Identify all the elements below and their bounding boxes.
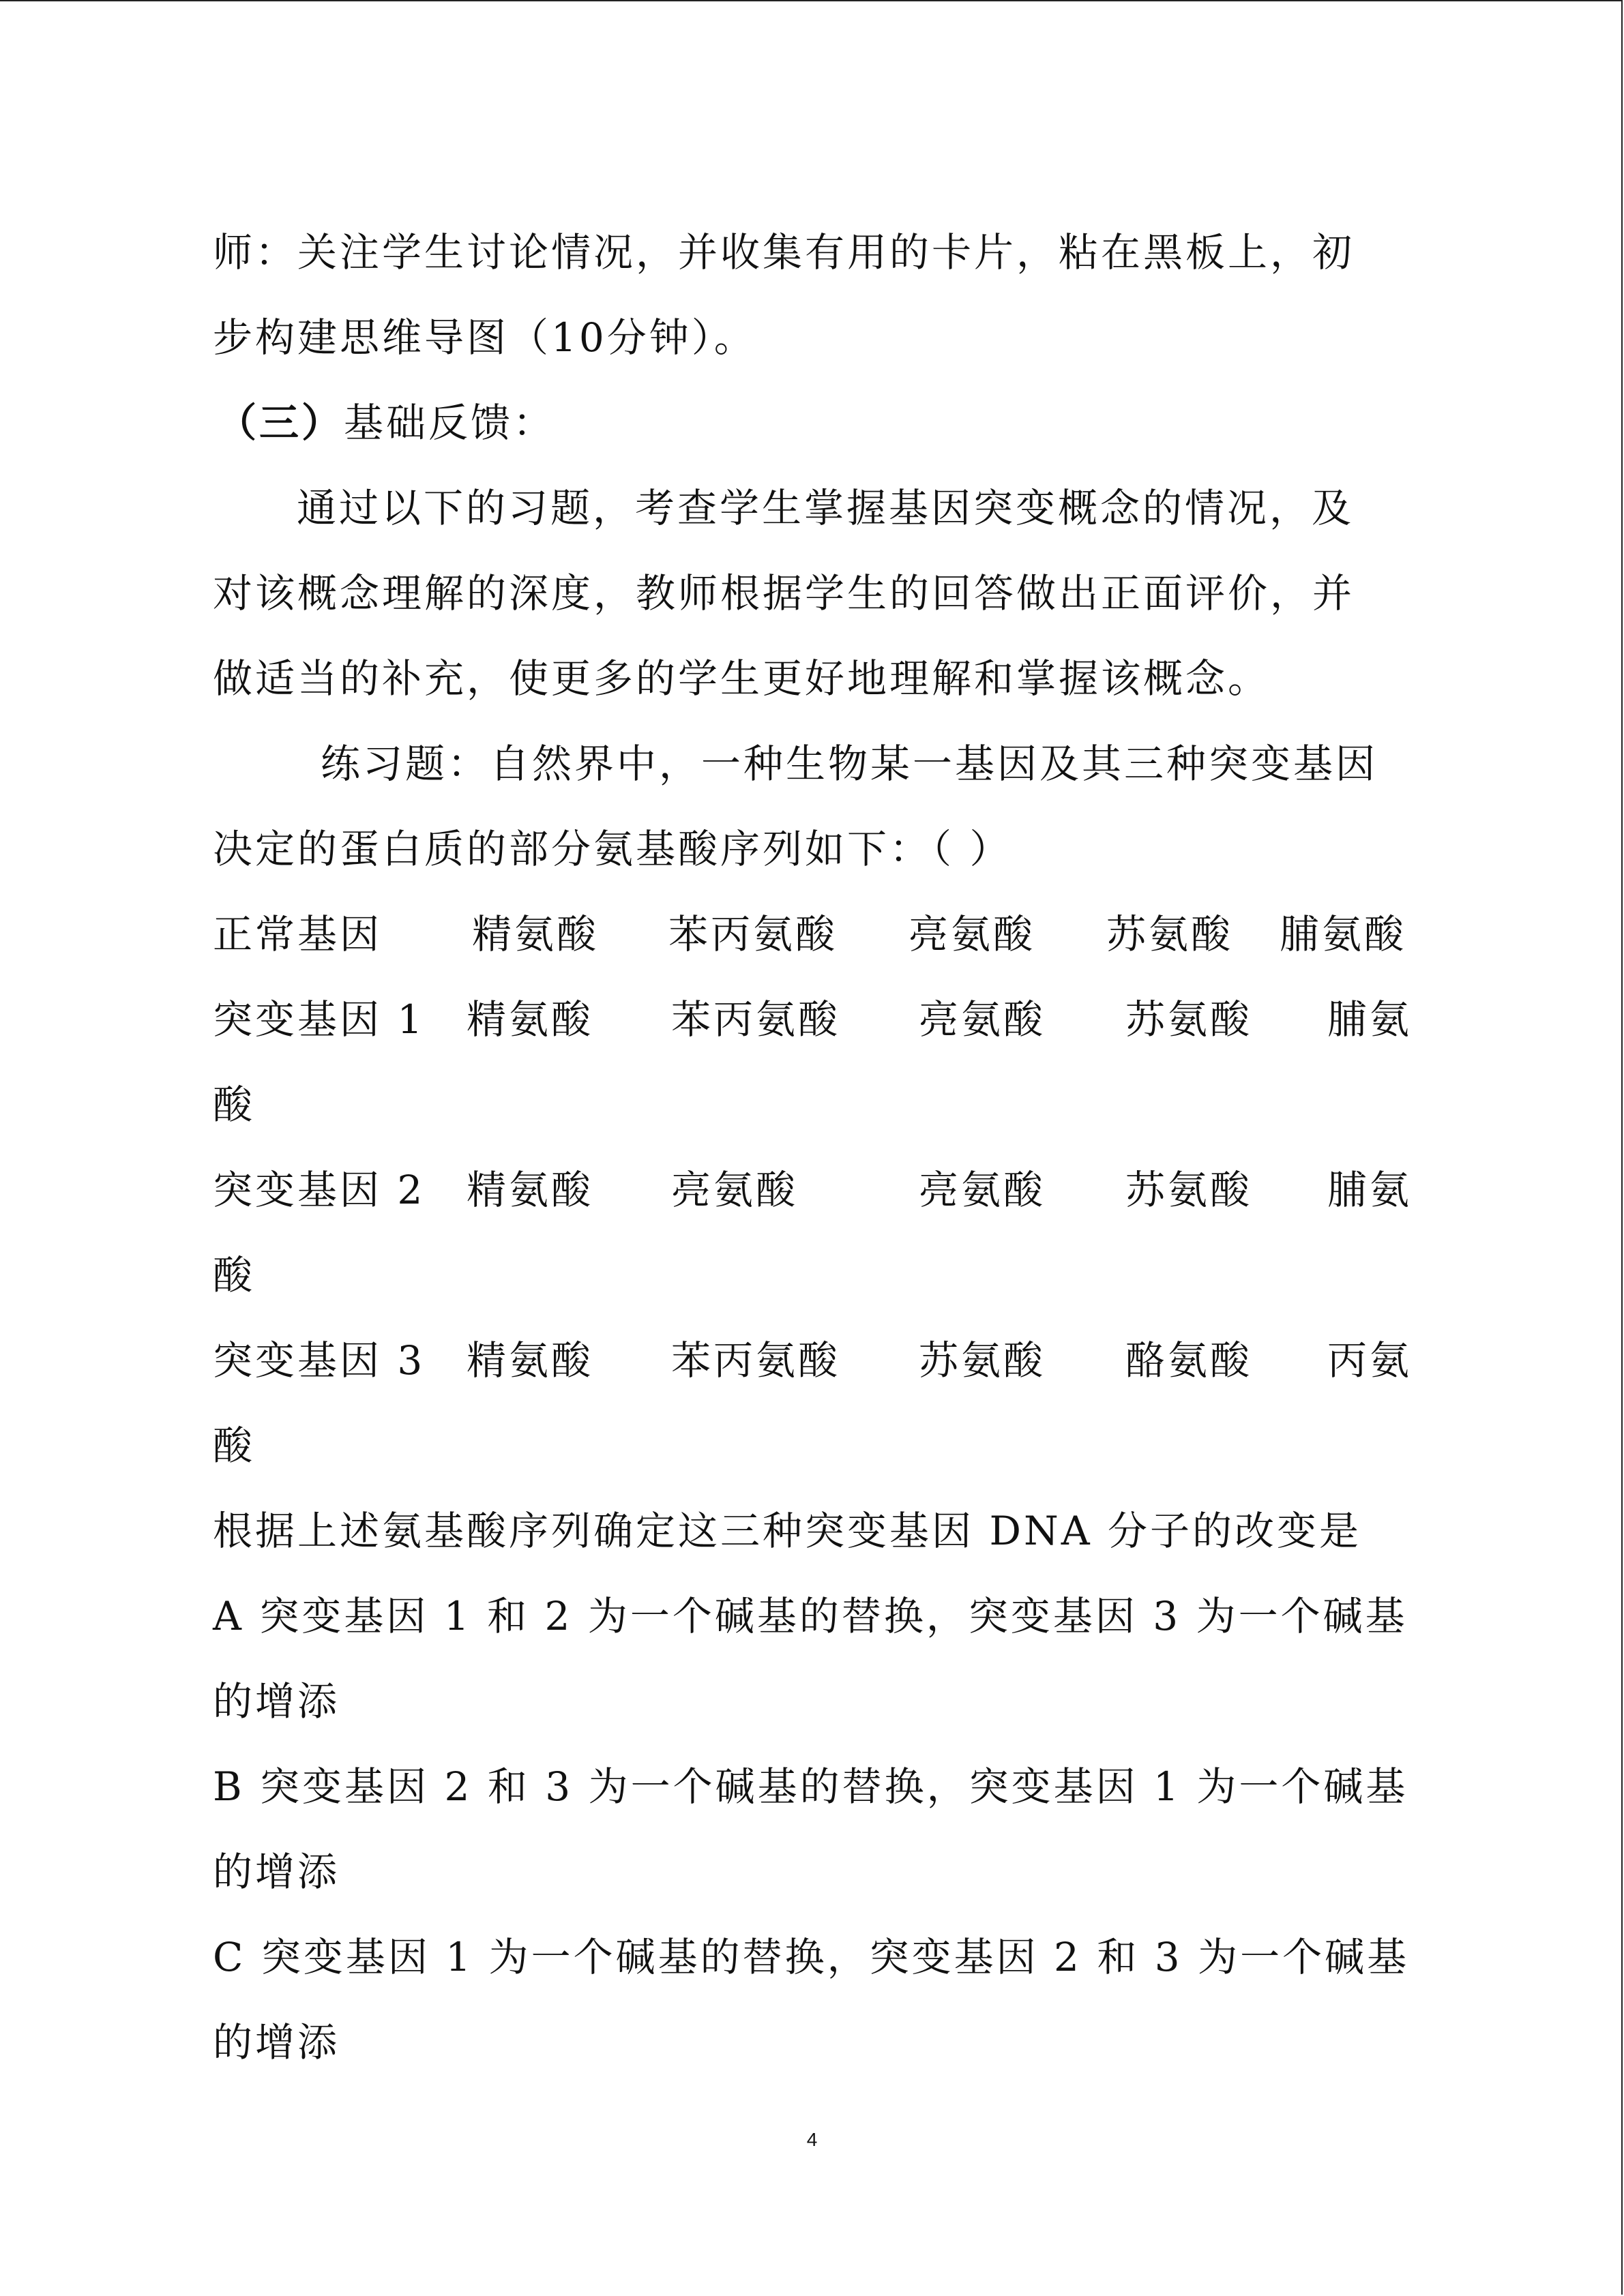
option-a-continued: 的增添 xyxy=(213,1678,340,1725)
question-line: 根据上述氨基酸序列确定这三种突变基因 DNA 分子的改变是 xyxy=(213,1508,1362,1554)
exercise-line: 练习题：自然界中，一种生物某一基因及其三种突变基因 xyxy=(321,741,1378,787)
amino-acid: 精氨酸 xyxy=(467,1167,594,1213)
paragraph-line: 对该概念理解的深度，教师根据学生的回答做出正面评价，并 xyxy=(213,570,1355,616)
amino-acid: 亮氨酸 xyxy=(919,1167,1046,1213)
option-c-continued: 的增添 xyxy=(213,2019,340,2066)
option-a: A 突变基因 1 和 2 为一个碱基的替换，突变基因 3 为一个碱基 xyxy=(213,1593,1408,1639)
paragraph-line: 做适当的补充，使更多的学生更好地理解和掌握该概念。 xyxy=(213,655,1271,702)
option-c: C 突变基因 1 为一个碱基的替换，突变基因 2 和 3 为一个碱基 xyxy=(213,1934,1410,1980)
amino-acid: 亮氨酸 xyxy=(919,996,1046,1043)
amino-acid: 苏氨酸 xyxy=(1106,911,1234,957)
option-b: B 突变基因 2 和 3 为一个碱基的替换，突变基因 1 为一个碱基 xyxy=(213,1763,1408,1810)
row-label: 正常基因 xyxy=(213,911,383,957)
paragraph-line: 步构建思维导图（10分钟）。 xyxy=(213,314,756,361)
section-heading xyxy=(217,396,555,450)
row-label: 突变基因 1 xyxy=(213,996,426,1043)
paragraph-line: 通过以下的习题，考查学生掌握基因突变概念的情况，及 xyxy=(297,485,1355,531)
section-number: （三） xyxy=(217,400,344,446)
row-label: 突变基因 3 xyxy=(213,1337,426,1384)
amino-acid: 脯氨 xyxy=(1327,1167,1413,1213)
amino-acid: 脯氨酸 xyxy=(1280,911,1407,957)
amino-acid: 精氨酸 xyxy=(472,911,600,957)
amino-acid: 亮氨酸 xyxy=(909,911,1036,957)
amino-acid: 苏氨酸 xyxy=(1125,1167,1253,1213)
section-title: 基础反馈： xyxy=(344,400,556,446)
amino-acid: 脯氨 xyxy=(1327,996,1413,1043)
option-b-continued: 的增添 xyxy=(213,1849,340,1895)
exercise-line: 决定的蛋白质的部分氨基酸序列如下：（ ） xyxy=(213,826,1012,872)
amino-acid: 精氨酸 xyxy=(467,1337,594,1384)
amino-acid: 酪氨酸 xyxy=(1125,1337,1253,1384)
row-label: 突变基因 2 xyxy=(213,1167,426,1213)
amino-acid: 丙氨 xyxy=(1327,1337,1413,1384)
wrapped-text: 酸 xyxy=(213,1252,256,1298)
amino-acid: 苏氨酸 xyxy=(919,1337,1046,1384)
amino-acid: 亮氨酸 xyxy=(671,1167,799,1213)
page-number: 4 xyxy=(806,2129,818,2150)
wrapped-text: 酸 xyxy=(213,1082,256,1128)
amino-acid: 苯丙氨酸 xyxy=(671,1337,841,1384)
amino-acid: 苯丙氨酸 xyxy=(671,996,841,1043)
amino-acid: 精氨酸 xyxy=(467,996,594,1043)
amino-acid: 苯丙氨酸 xyxy=(668,911,838,957)
paragraph-line: 师：关注学生讨论情况，并收集有用的卡片，粘在黑板上，初 xyxy=(213,229,1355,275)
amino-acid: 苏氨酸 xyxy=(1125,996,1253,1043)
wrapped-text: 酸 xyxy=(213,1422,256,1469)
